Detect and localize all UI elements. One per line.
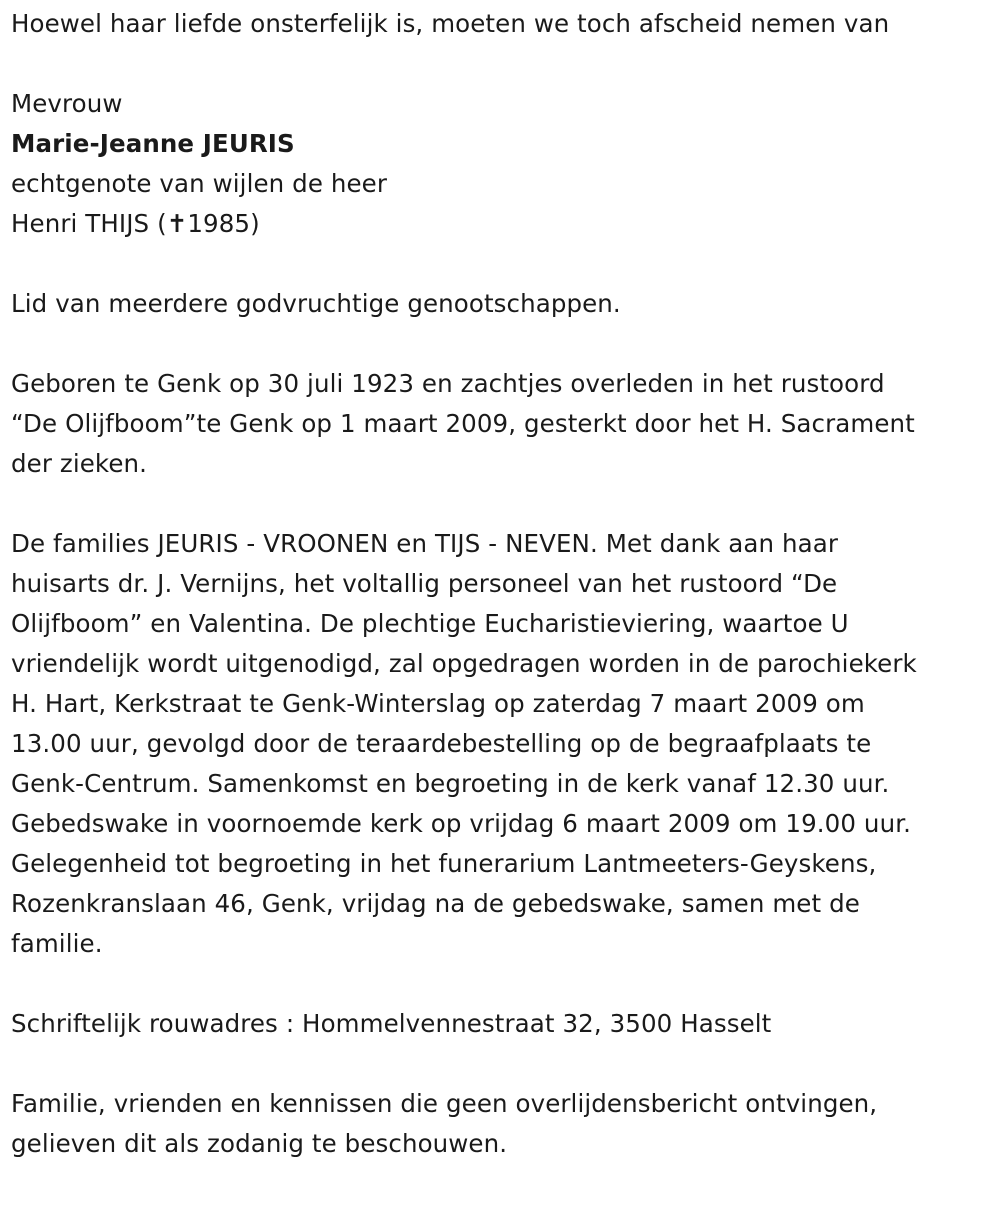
- mourning-address: Schriftelijk rouwadres : Hommelvennestraat 32, 3500 Hasselt: [11, 1009, 772, 1038]
- paragraph-line: Genk-Centrum. Samenkomst en begroeting in de kerk vanaf 12.30 uur.: [11, 769, 890, 798]
- paragraph-line: Familie, vrienden en kennissen die geen overlijdensbericht ontvingen,: [11, 1089, 878, 1118]
- birth-death-paragraph: [11, 364, 990, 484]
- spacer: [11, 964, 990, 1004]
- paragraph-line: der zieken.: [11, 449, 148, 478]
- paragraph-line: H. Hart, Kerkstraat te Genk-Winterslag op zaterdag 7 maart 2009 om: [11, 689, 865, 718]
- relation-line: echtgenote van wijlen de heer: [11, 169, 388, 198]
- spacer: [11, 44, 990, 84]
- spacer: [11, 484, 990, 524]
- opening-line: Hoewel haar liefde onsterfelijk is, moeten we toch afscheid nemen van: [11, 9, 890, 38]
- paragraph-line: huisarts dr. J. Vernijns, het voltallig personeel van het rustoord “De: [11, 569, 838, 598]
- paragraph-line: De families JEURIS - VROONEN en TIJS - NEVEN. Met dank aan haar: [11, 529, 839, 558]
- membership-line: Lid van meerdere godvruchtige genootschappen.: [11, 289, 621, 318]
- paragraph-line: Rozenkranslaan 46, Genk, vrijdag na de gebedswake, samen met de: [11, 889, 860, 918]
- spacer: [11, 324, 990, 364]
- paragraph-line: Olijfboom” en Valentina. De plechtige Eucharistieviering, waartoe U: [11, 609, 849, 638]
- paragraph-line: Gelegenheid tot begroeting in het funerarium Lantmeeters-Geyskens,: [11, 849, 877, 878]
- paragraph-line: familie.: [11, 929, 103, 958]
- families-paragraph: [11, 524, 990, 964]
- deceased-title: Mevrouw: [11, 89, 123, 118]
- paragraph-line: vriendelijk wordt uitgenodigd, zal opgedragen worden in de parochiekerk: [11, 649, 917, 678]
- spacer: [11, 1044, 990, 1084]
- paragraph-line: “De Olijfboom”te Genk op 1 maart 2009, gesterkt door het H. Sacrament: [11, 409, 915, 438]
- paragraph-line: gelieven dit als zodanig te beschouwen.: [11, 1129, 508, 1158]
- spacer: [11, 244, 990, 284]
- deceased-name: Marie-Jeanne JEURIS: [11, 129, 295, 158]
- paragraph-line: Gebedswake in voornoemde kerk op vrijdag 6 maart 2009 om 19.00 uur.: [11, 809, 912, 838]
- closing-paragraph: [11, 1084, 990, 1164]
- paragraph-line: Geboren te Genk op 30 juli 1923 en zachtjes overleden in het rustoord: [11, 369, 885, 398]
- spouse-line: Henri THIJS (✝1985): [11, 209, 260, 238]
- paragraph-line: 13.00 uur, gevolgd door de teraardebestelling op de begraafplaats te: [11, 729, 872, 758]
